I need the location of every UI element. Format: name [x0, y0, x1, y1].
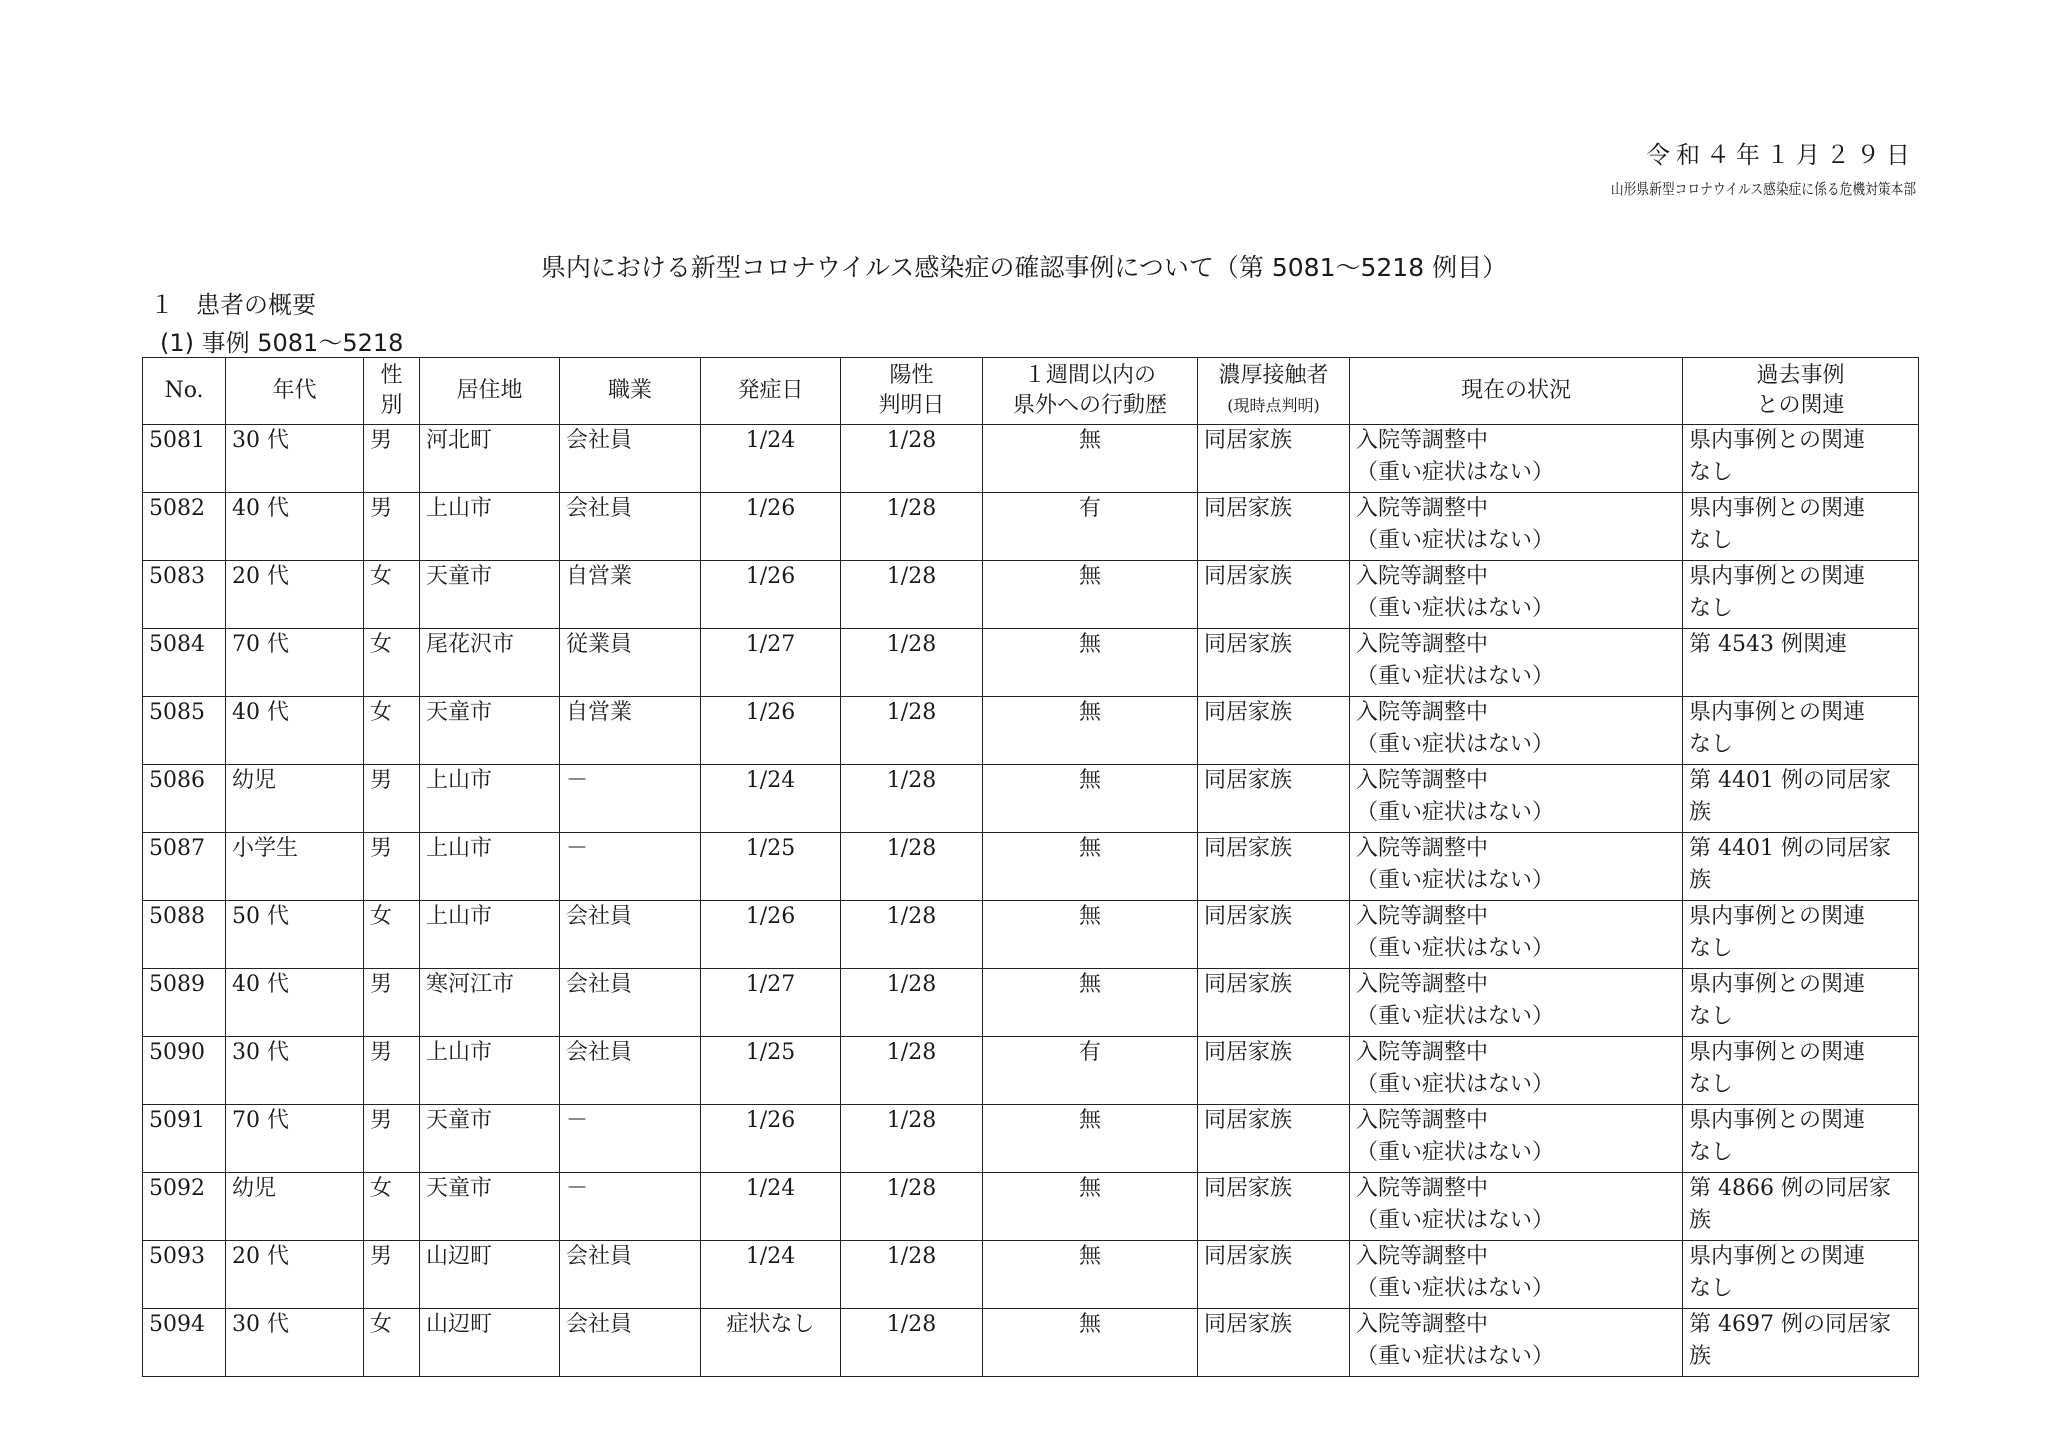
relation-line2: なし [1689, 528, 1734, 553]
status-cell [1350, 969, 1683, 1037]
onset-cell: 1/26 [701, 561, 841, 629]
case-no-cell: 5083 [143, 561, 226, 629]
close-contact-cell: 同居家族 [1198, 765, 1350, 833]
occupation-cell: 従業員 [560, 629, 701, 697]
sex-cell: 女 [364, 629, 420, 697]
onset-cell: 1/27 [701, 629, 841, 697]
status-detail: （重い症状はない） [1356, 732, 1555, 757]
occupation-cell: － [560, 833, 701, 901]
col-header-onset: 発症日 [701, 358, 841, 425]
residence-cell: 寒河江市 [420, 969, 560, 1037]
relation-cell [1683, 1105, 1919, 1173]
table-row [143, 1037, 1919, 1105]
onset-cell: 1/26 [701, 1105, 841, 1173]
travel-history-cell: 無 [983, 1241, 1198, 1309]
status-detail: （重い症状はない） [1356, 460, 1555, 485]
relation-cell [1683, 1309, 1919, 1377]
occupation-cell: 自営業 [560, 697, 701, 765]
sex-cell: 女 [364, 1309, 420, 1377]
relation-cell [1683, 1173, 1919, 1241]
status-cell [1350, 1105, 1683, 1173]
table-row [143, 697, 1919, 765]
age-cell: 30 代 [226, 425, 364, 493]
onset-cell: 1/26 [701, 493, 841, 561]
travel-history-cell: 無 [983, 765, 1198, 833]
relation-cell [1683, 629, 1919, 697]
relation-line2: なし [1689, 596, 1734, 621]
age-cell: 40 代 [226, 493, 364, 561]
occupation-cell: － [560, 1173, 701, 1241]
table-row [143, 833, 1919, 901]
col-header-relation [1683, 358, 1919, 425]
onset-cell: 1/26 [701, 901, 841, 969]
status-detail: （重い症状はない） [1356, 1140, 1555, 1165]
relation-cell [1683, 1241, 1919, 1309]
status-detail: （重い症状はない） [1356, 1276, 1555, 1301]
relation-cell [1683, 425, 1919, 493]
travel-history-cell: 有 [983, 493, 1198, 561]
onset-cell: 1/25 [701, 1037, 841, 1105]
status-cell [1350, 1309, 1683, 1377]
close-contact-cell: 同居家族 [1198, 1105, 1350, 1173]
issuing-office: 山形県新型コロナウイルス感染症に係る危機対策本部 [1610, 180, 1916, 198]
col-header-contact-line2: (現時点判明) [1227, 396, 1320, 415]
occupation-cell: 会社員 [560, 1037, 701, 1105]
onset-cell: 症状なし [701, 1309, 841, 1377]
status-detail: （重い症状はない） [1356, 800, 1555, 825]
status-cell [1350, 697, 1683, 765]
residence-cell: 山辺町 [420, 1309, 560, 1377]
relation-line1: 第 4697 例の同居家 [1689, 1312, 1891, 1337]
relation-cell [1683, 765, 1919, 833]
table-row [143, 425, 1919, 493]
occupation-cell: 会社員 [560, 425, 701, 493]
travel-history-cell: 有 [983, 1037, 1198, 1105]
sex-cell: 男 [364, 833, 420, 901]
residence-cell: 河北町 [420, 425, 560, 493]
residence-cell: 上山市 [420, 1037, 560, 1105]
status-cell [1350, 561, 1683, 629]
relation-line2: なし [1689, 732, 1734, 757]
sex-cell: 男 [364, 1105, 420, 1173]
cases-table [142, 357, 1919, 1377]
travel-history-cell: 無 [983, 1105, 1198, 1173]
age-cell: 30 代 [226, 1037, 364, 1105]
case-no-cell: 5094 [143, 1309, 226, 1377]
residence-cell: 上山市 [420, 493, 560, 561]
col-header-sex: 性別 [364, 358, 420, 425]
residence-cell: 山辺町 [420, 1241, 560, 1309]
table-row [143, 969, 1919, 1037]
section-number: １ [150, 291, 174, 319]
age-cell: 70 代 [226, 629, 364, 697]
close-contact-cell: 同居家族 [1198, 561, 1350, 629]
travel-history-cell: 無 [983, 629, 1198, 697]
relation-line1: 県内事例との関連 [1689, 428, 1866, 453]
status-cell [1350, 425, 1683, 493]
residence-cell: 上山市 [420, 901, 560, 969]
close-contact-cell: 同居家族 [1198, 1241, 1350, 1309]
table-row [143, 1105, 1919, 1173]
occupation-cell: 会社員 [560, 1241, 701, 1309]
travel-history-cell: 無 [983, 425, 1198, 493]
case-no-cell: 5084 [143, 629, 226, 697]
status-detail: （重い症状はない） [1356, 1208, 1555, 1233]
positive-date-cell: 1/28 [841, 1105, 983, 1173]
relation-line2: なし [1689, 1276, 1734, 1301]
status-detail: （重い症状はない） [1356, 664, 1555, 689]
occupation-cell: 会社員 [560, 901, 701, 969]
residence-cell: 天童市 [420, 697, 560, 765]
case-no-cell: 5092 [143, 1173, 226, 1241]
col-header-contact-line1: 濃厚接触者 [1218, 363, 1329, 388]
sex-cell: 男 [364, 1037, 420, 1105]
col-header-relation-line2: との関連 [1756, 393, 1845, 418]
col-header-age: 年代 [226, 358, 364, 425]
document-date: 令和４年１月２９日 [1646, 141, 1916, 169]
relation-line2: なし [1689, 1072, 1734, 1097]
table-row [143, 765, 1919, 833]
case-no-cell: 5087 [143, 833, 226, 901]
age-cell: 小学生 [226, 833, 364, 901]
section-heading [150, 285, 316, 320]
relation-line1: 県内事例との関連 [1689, 496, 1866, 521]
positive-date-cell: 1/28 [841, 425, 983, 493]
status-main: 入院等調整中 [1356, 1040, 1489, 1065]
relation-line1: 県内事例との関連 [1689, 904, 1866, 929]
onset-cell: 1/25 [701, 833, 841, 901]
close-contact-cell: 同居家族 [1198, 833, 1350, 901]
positive-date-cell: 1/28 [841, 561, 983, 629]
age-cell: 幼児 [226, 1173, 364, 1241]
relation-cell [1683, 901, 1919, 969]
relation-cell [1683, 1037, 1919, 1105]
sex-cell: 女 [364, 1173, 420, 1241]
sex-cell: 男 [364, 493, 420, 561]
relation-line1: 県内事例との関連 [1689, 564, 1866, 589]
table-row [143, 493, 1919, 561]
table-header-row [143, 358, 1919, 425]
positive-date-cell: 1/28 [841, 901, 983, 969]
sex-cell: 女 [364, 561, 420, 629]
sex-cell: 男 [364, 1241, 420, 1309]
status-cell [1350, 1241, 1683, 1309]
case-no-cell: 5085 [143, 697, 226, 765]
positive-date-cell: 1/28 [841, 629, 983, 697]
relation-cell [1683, 969, 1919, 1037]
relation-line1: 県内事例との関連 [1689, 1040, 1866, 1065]
table-row [143, 629, 1919, 697]
status-main: 入院等調整中 [1356, 1108, 1489, 1133]
sex-cell: 女 [364, 697, 420, 765]
status-detail: （重い症状はない） [1356, 1072, 1555, 1097]
residence-cell: 天童市 [420, 561, 560, 629]
travel-history-cell: 無 [983, 969, 1198, 1037]
relation-line1: 第 4401 例の同居家 [1689, 836, 1891, 861]
close-contact-cell: 同居家族 [1198, 629, 1350, 697]
table-row [143, 1309, 1919, 1377]
age-cell: 30 代 [226, 1309, 364, 1377]
col-header-status: 現在の状況 [1350, 358, 1683, 425]
table-row [143, 1173, 1919, 1241]
case-no-cell: 5093 [143, 1241, 226, 1309]
relation-line2: 族 [1689, 868, 1712, 893]
onset-cell: 1/24 [701, 765, 841, 833]
col-header-positive-line1: 陽性 [889, 363, 934, 388]
status-main: 入院等調整中 [1356, 428, 1489, 453]
occupation-cell: 会社員 [560, 493, 701, 561]
sex-cell: 男 [364, 425, 420, 493]
status-main: 入院等調整中 [1356, 1176, 1489, 1201]
status-cell [1350, 1037, 1683, 1105]
residence-cell: 天童市 [420, 1105, 560, 1173]
status-cell [1350, 833, 1683, 901]
status-detail: （重い症状はない） [1356, 936, 1555, 961]
relation-line1: 県内事例との関連 [1689, 1244, 1866, 1269]
case-no-cell: 5089 [143, 969, 226, 1037]
relation-line2: なし [1689, 1004, 1734, 1029]
relation-line1: 県内事例との関連 [1689, 1108, 1866, 1133]
relation-line1: 県内事例との関連 [1689, 700, 1866, 725]
onset-cell: 1/24 [701, 425, 841, 493]
status-cell [1350, 901, 1683, 969]
subsection-heading: (1) 事例 5081～5218 [160, 329, 404, 357]
relation-line2: 族 [1689, 1344, 1712, 1369]
status-main: 入院等調整中 [1356, 564, 1489, 589]
status-main: 入院等調整中 [1356, 1312, 1489, 1337]
relation-line2: 族 [1689, 1208, 1712, 1233]
status-detail: （重い症状はない） [1356, 528, 1555, 553]
relation-cell [1683, 833, 1919, 901]
status-main: 入院等調整中 [1356, 768, 1489, 793]
age-cell: 幼児 [226, 765, 364, 833]
status-main: 入院等調整中 [1356, 972, 1489, 997]
relation-line2: なし [1689, 460, 1734, 485]
relation-line1: 第 4866 例の同居家 [1689, 1176, 1891, 1201]
travel-history-cell: 無 [983, 1173, 1198, 1241]
case-no-cell: 5082 [143, 493, 226, 561]
relation-line2: 族 [1689, 800, 1712, 825]
status-main: 入院等調整中 [1356, 496, 1489, 521]
status-detail: （重い症状はない） [1356, 1344, 1555, 1369]
close-contact-cell: 同居家族 [1198, 425, 1350, 493]
age-cell: 40 代 [226, 697, 364, 765]
onset-cell: 1/24 [701, 1173, 841, 1241]
col-header-positive-line2: 判明日 [878, 393, 945, 418]
status-cell [1350, 493, 1683, 561]
col-header-travel-line1: １週間以内の [1023, 363, 1156, 388]
positive-date-cell: 1/28 [841, 1173, 983, 1241]
col-header-occupation: 職業 [560, 358, 701, 425]
document-title: 県内における新型コロナウイルス感染症の確認事例について（第 5081～5218 例目） [540, 253, 1508, 282]
col-header-contact [1198, 358, 1350, 425]
relation-cell [1683, 561, 1919, 629]
status-cell [1350, 1173, 1683, 1241]
case-no-cell: 5090 [143, 1037, 226, 1105]
status-main: 入院等調整中 [1356, 632, 1489, 657]
age-cell: 20 代 [226, 1241, 364, 1309]
relation-line1: 県内事例との関連 [1689, 972, 1866, 997]
col-header-travel-line2: 県外への行動歴 [1012, 393, 1167, 418]
relation-cell [1683, 493, 1919, 561]
sex-cell: 女 [364, 901, 420, 969]
relation-cell [1683, 697, 1919, 765]
table-row [143, 1241, 1919, 1309]
case-no-cell: 5081 [143, 425, 226, 493]
travel-history-cell: 無 [983, 1309, 1198, 1377]
age-cell: 50 代 [226, 901, 364, 969]
close-contact-cell: 同居家族 [1198, 493, 1350, 561]
status-cell [1350, 765, 1683, 833]
status-main: 入院等調整中 [1356, 836, 1489, 861]
occupation-cell: － [560, 765, 701, 833]
case-no-cell: 5086 [143, 765, 226, 833]
positive-date-cell: 1/28 [841, 833, 983, 901]
close-contact-cell: 同居家族 [1198, 697, 1350, 765]
positive-date-cell: 1/28 [841, 969, 983, 1037]
sex-cell: 男 [364, 969, 420, 1037]
residence-cell: 天童市 [420, 1173, 560, 1241]
residence-cell: 上山市 [420, 765, 560, 833]
travel-history-cell: 無 [983, 697, 1198, 765]
travel-history-cell: 無 [983, 901, 1198, 969]
status-main: 入院等調整中 [1356, 1244, 1489, 1269]
close-contact-cell: 同居家族 [1198, 969, 1350, 1037]
col-header-travel [983, 358, 1198, 425]
status-detail: （重い症状はない） [1356, 868, 1555, 893]
close-contact-cell: 同居家族 [1198, 1037, 1350, 1105]
case-no-cell: 5091 [143, 1105, 226, 1173]
table-body [143, 425, 1919, 1377]
positive-date-cell: 1/28 [841, 697, 983, 765]
positive-date-cell: 1/28 [841, 1309, 983, 1377]
positive-date-cell: 1/28 [841, 1037, 983, 1105]
residence-cell: 上山市 [420, 833, 560, 901]
col-header-relation-line1: 過去事例 [1756, 363, 1845, 388]
col-header-residence: 居住地 [420, 358, 560, 425]
table-row [143, 561, 1919, 629]
table-row [143, 901, 1919, 969]
onset-cell: 1/26 [701, 697, 841, 765]
case-no-cell: 5088 [143, 901, 226, 969]
positive-date-cell: 1/28 [841, 493, 983, 561]
occupation-cell: 会社員 [560, 1309, 701, 1377]
status-main: 入院等調整中 [1356, 700, 1489, 725]
status-detail: （重い症状はない） [1356, 1004, 1555, 1029]
age-cell: 70 代 [226, 1105, 364, 1173]
relation-line1: 第 4401 例の同居家 [1689, 768, 1891, 793]
col-header-positive [841, 358, 983, 425]
age-cell: 40 代 [226, 969, 364, 1037]
close-contact-cell: 同居家族 [1198, 901, 1350, 969]
residence-cell: 尾花沢市 [420, 629, 560, 697]
onset-cell: 1/24 [701, 1241, 841, 1309]
occupation-cell: － [560, 1105, 701, 1173]
close-contact-cell: 同居家族 [1198, 1173, 1350, 1241]
sex-cell: 男 [364, 765, 420, 833]
status-main: 入院等調整中 [1356, 904, 1489, 929]
col-header-no: No. [143, 358, 226, 425]
travel-history-cell: 無 [983, 561, 1198, 629]
status-cell [1350, 629, 1683, 697]
close-contact-cell: 同居家族 [1198, 1309, 1350, 1377]
relation-line1: 第 4543 例関連 [1689, 632, 1847, 657]
relation-line2: なし [1689, 936, 1734, 961]
occupation-cell: 会社員 [560, 969, 701, 1037]
relation-line2: なし [1689, 1140, 1734, 1165]
occupation-cell: 自営業 [560, 561, 701, 629]
positive-date-cell: 1/28 [841, 765, 983, 833]
age-cell: 20 代 [226, 561, 364, 629]
travel-history-cell: 無 [983, 833, 1198, 901]
positive-date-cell: 1/28 [841, 1241, 983, 1309]
status-detail: （重い症状はない） [1356, 596, 1555, 621]
section-label: 患者の概要 [196, 291, 316, 319]
onset-cell: 1/27 [701, 969, 841, 1037]
